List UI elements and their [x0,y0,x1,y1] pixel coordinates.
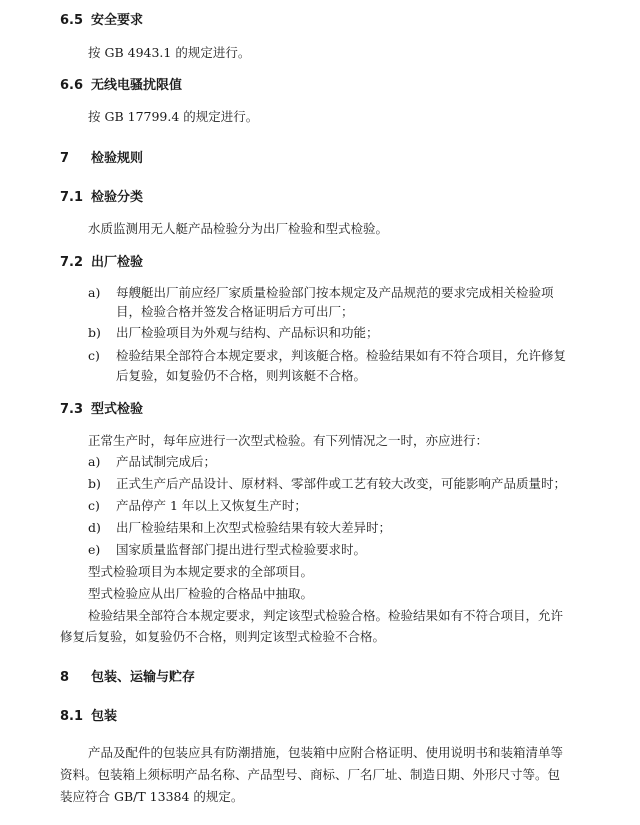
list-item [88,347,566,365]
section-number: 7.2 [60,255,84,270]
paragraph-continuation: 装应符合 GB/T 13384 的规定。 [60,789,244,804]
list-text: 出厂检验项目为外观与结构、产品标识和功能； [116,325,379,340]
list-item-continuation: 目，检验合格并签发合格证明后方可出厂； [116,304,354,319]
section-heading-7-3 [60,401,143,419]
list-text: 国家质量监督部门提出进行型式检验要求时。 [116,542,367,557]
list-item [88,453,216,471]
list-item [88,519,391,537]
paragraph: 检验结果全部符合本规定要求，判定该型式检验合格。检验结果如有不符合项目，允许 [88,608,564,623]
list-item [88,284,554,302]
section-title: 包装、运输与贮存 [91,670,196,685]
section-title: 检验规则 [91,151,144,166]
paragraph: 产品及配件的包装应具有防潮措施，包装箱中应附合格证明、使用说明书和装箱清单等 [88,745,564,760]
section-title: 型式检验 [91,402,144,417]
section-number: 7 [60,151,70,166]
section-number: 6.6 [60,78,84,93]
section-number: 7.3 [60,402,84,417]
section-number: 7.1 [60,190,84,205]
list-marker: c) [88,348,100,363]
paragraph-continuation: 资料。包装箱上须标明产品名称、产品型号、商标、厂名厂址、制造日期、外形尺寸等。包 [60,767,561,782]
list-text: 产品停产 1 年以上又恢复生产时； [116,498,307,513]
paragraph-continuation: 修复后复验，如复验仍不合格，则判定该型式检验不合格。 [60,629,386,644]
list-text: 正式生产后产品设计、原材料、零部件或工艺有较大改变，可能影响产品质量时； [116,476,567,491]
section-title: 安全要求 [91,13,144,28]
section-number: 8 [60,670,70,685]
list-item-continuation: 后复验，如复验仍不合格，则判该艇不合格。 [116,368,367,383]
paragraph: 正常生产时，每年应进行一次型式检验。有下列情况之一时，亦应进行： [88,433,489,448]
list-marker: d) [88,520,101,535]
list-item [88,475,566,493]
paragraph: 型式检验应从出厂检验的合格品中抽取。 [88,586,314,601]
section-number: 8.1 [60,709,84,724]
section-title: 出厂检验 [91,255,144,270]
paragraph: 型式检验项目为本规定要求的全部项目。 [88,564,314,579]
list-item [88,497,307,515]
section-heading-7-1 [60,189,143,207]
section-heading-8-1 [60,708,117,726]
section-heading-6-5 [60,12,143,30]
list-marker: e) [88,542,101,557]
section-heading-6-6 [60,77,182,95]
list-marker: c) [88,498,100,513]
list-text: 产品试制完成后； [116,454,217,469]
list-marker: a) [88,285,101,300]
section-number: 6.5 [60,13,84,28]
list-text: 出厂检验结果和上次型式检验结果有较大差异时； [116,520,392,535]
section-heading-8 [60,669,195,687]
section-title: 包装 [91,709,118,724]
paragraph: 水质监测用无人艇产品检验分为出厂检验和型式检验。 [88,221,389,236]
paragraph: 按 GB 4943.1 的规定进行。 [88,45,251,60]
section-title: 无线电骚扰限值 [91,78,183,93]
paragraph: 按 GB 17799.4 的规定进行。 [88,109,259,124]
list-item [88,324,379,342]
list-item [88,541,366,559]
section-heading-7-2 [60,254,143,272]
section-heading-7 [60,150,143,168]
list-text: 每艘艇出厂前应经厂家质量检验部门按本规定及产品规范的要求完成相关检验项 [116,285,554,300]
section-title: 检验分类 [91,190,144,205]
list-marker: a) [88,454,101,469]
list-marker: b) [88,476,101,491]
list-text: 检验结果全部符合本规定要求，判该艇合格。检验结果如有不符合项目，允许修复 [116,348,567,363]
list-marker: b) [88,325,101,340]
